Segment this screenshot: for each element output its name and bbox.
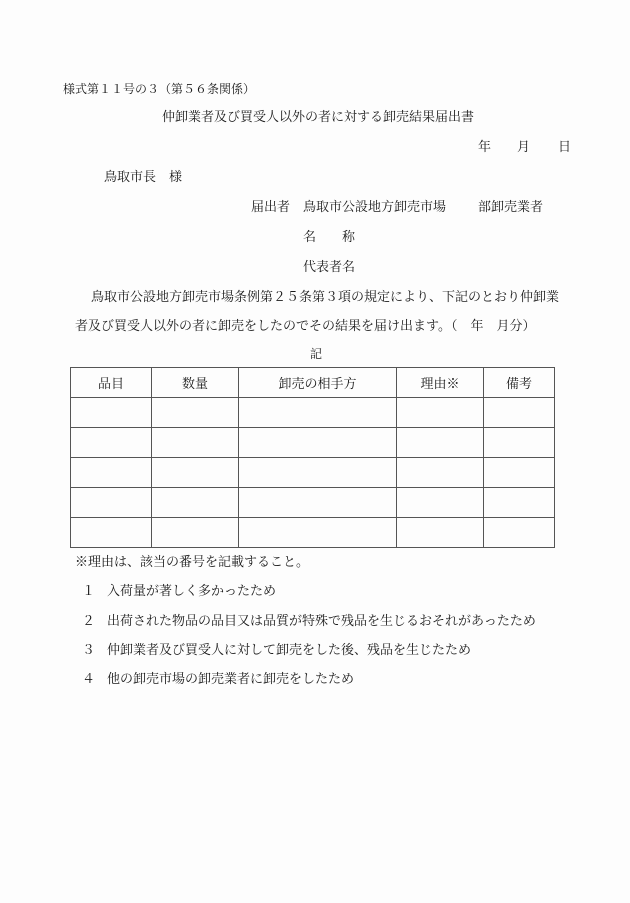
reason-number: １ — [82, 584, 96, 599]
cell-item[interactable] — [71, 398, 152, 428]
cell-quantity[interactable] — [152, 398, 239, 428]
cell-reason[interactable] — [397, 458, 484, 488]
cell-quantity[interactable] — [152, 518, 239, 548]
table-row — [71, 398, 555, 428]
cell-counterparty[interactable] — [239, 398, 397, 428]
cell-counterparty[interactable] — [239, 488, 397, 518]
table-header-row — [71, 368, 555, 398]
name-label: 名 称 — [303, 230, 356, 245]
cell-quantity[interactable] — [152, 458, 239, 488]
reason-item-4 — [82, 673, 354, 686]
reason-item-1 — [82, 585, 276, 598]
cell-remarks[interactable] — [484, 398, 555, 428]
reason-text: 出荷された物品の品目又は品質が特殊で残品を生じるおそれがあったため — [107, 614, 536, 629]
header-quantity: 数量 — [152, 368, 239, 398]
body-text-line-1: 鳥取市公設地方卸売市場条例第２５条第３項の規定により、下記のとおり仲卸業 — [91, 290, 560, 305]
reason-number: ２ — [82, 614, 96, 629]
cell-counterparty[interactable] — [239, 458, 397, 488]
cell-reason[interactable] — [397, 518, 484, 548]
ki-heading: 記 — [310, 347, 323, 361]
cell-counterparty[interactable] — [239, 518, 397, 548]
table-row — [71, 428, 555, 458]
reason-text: 他の卸売市場の卸売業者に卸売をしたため — [107, 672, 355, 687]
report-table — [70, 367, 555, 548]
cell-quantity[interactable] — [152, 428, 239, 458]
table-row — [71, 488, 555, 518]
reason-item-2 — [82, 615, 536, 628]
cell-remarks[interactable] — [484, 488, 555, 518]
cell-item[interactable] — [71, 488, 152, 518]
header-remarks: 備考 — [484, 368, 555, 398]
header-item: 品目 — [71, 368, 152, 398]
reason-text: 入荷量が著しく多かったため — [107, 584, 277, 599]
date-day-label: 日 — [558, 140, 572, 155]
header-counterparty: 卸売の相手方 — [239, 368, 397, 398]
date-year-label: 年 — [478, 140, 492, 155]
addressee: 鳥取市長 様 — [104, 170, 183, 185]
reason-number: ３ — [82, 643, 96, 658]
date-month-label: 月 — [517, 140, 531, 155]
cell-item[interactable] — [71, 518, 152, 548]
reason-note: ※理由は、該当の番号を記載すること。 — [75, 555, 310, 570]
form-number: 様式第１１号の３（第５６条関係） — [63, 82, 256, 96]
cell-reason[interactable] — [397, 428, 484, 458]
cell-remarks[interactable] — [484, 458, 555, 488]
header-reason: 理由※ — [397, 368, 484, 398]
reason-item-3 — [82, 644, 471, 657]
body-text-line-2: 者及び買受人以外の者に卸売をしたのでその結果を届け出ます。（ 年 月分） — [75, 319, 536, 334]
submitter-department: 部卸売業者 — [478, 200, 544, 215]
cell-item[interactable] — [71, 428, 152, 458]
table-row — [71, 458, 555, 488]
representative-label: 代表者名 — [303, 260, 356, 275]
cell-item[interactable] — [71, 458, 152, 488]
document-title: 仲卸業者及び買受人以外の者に対する卸売結果届出書 — [162, 110, 475, 125]
table-row — [71, 518, 555, 548]
cell-reason[interactable] — [397, 488, 484, 518]
cell-remarks[interactable] — [484, 518, 555, 548]
cell-reason[interactable] — [397, 398, 484, 428]
cell-quantity[interactable] — [152, 488, 239, 518]
cell-counterparty[interactable] — [239, 428, 397, 458]
submitter-market: 鳥取市公設地方卸売市場 — [303, 200, 447, 215]
reason-number: ４ — [82, 672, 96, 687]
submitter-label: 届出者 — [251, 200, 291, 215]
cell-remarks[interactable] — [484, 428, 555, 458]
reason-text: 仲卸業者及び買受人に対して卸売をした後、残品を生じたため — [107, 643, 472, 658]
